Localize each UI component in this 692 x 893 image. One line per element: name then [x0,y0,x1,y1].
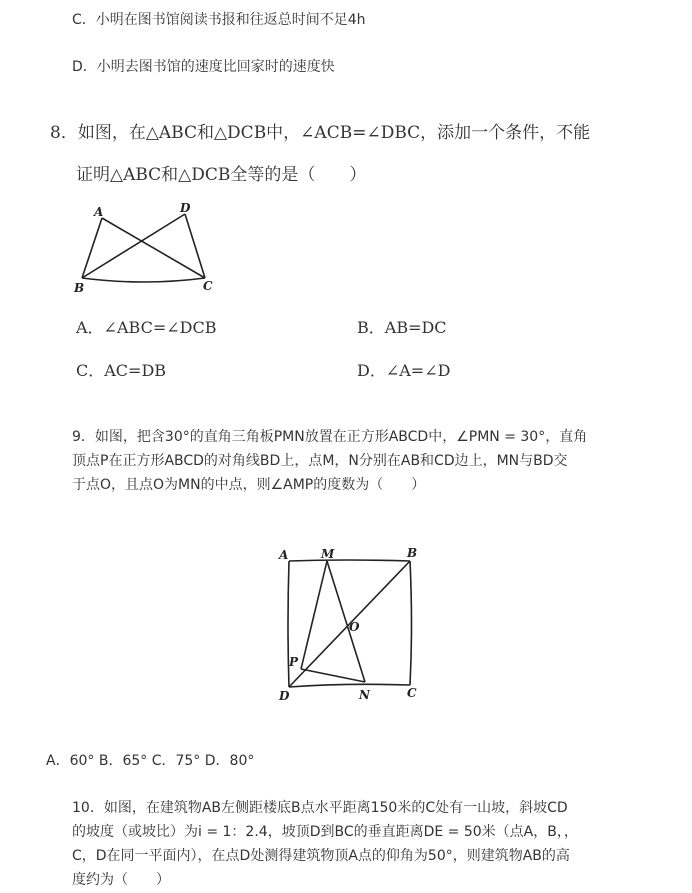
q9-figure [275,545,425,705]
q9-side-bc [410,561,412,685]
q7-option-d: D．小明去图书馆的速度比回家时的速度快 [72,59,335,75]
q8-label-c: C [203,279,213,293]
q9-segment-pn [301,669,365,682]
q7-option-c: C．小明在图书馆阅读书报和往返总时间不足4h [72,12,366,28]
q9-side-dc [289,684,410,687]
q8-option-d: D．∠A=∠D [357,361,451,380]
q10-stem-line3: C，D在同一平面内），在点D处测得建筑物顶A点的仰角为50°，则建筑物AB的高 [72,848,570,864]
q9-label-m: M [321,547,335,561]
q8-segment-db [82,214,185,278]
q8-option-b: B．AB=DC [357,318,447,337]
q8-stem-line2: 证明△ABC和△DCB全等的是（ ） [76,165,367,185]
q9-label-b: B [407,546,418,560]
q8-option-a: A．∠ABC=∠DCB [76,318,217,337]
q9-stem-line3: 于点O，且点O为MN的中点，则∠AMP的度数为（ ） [72,477,426,493]
q10-stem-line4: 度约为（ ） [72,872,170,888]
q8-figure [70,198,220,298]
q10-stem-line2: 的坡度（或坡比）为i = 1：2.4，坡顶D到BC的垂直距离DE = 50米（点A，B，， [72,824,578,840]
q8-option-c: C．AC=DB [76,361,167,380]
q8-stem-line1: 8．如图，在△ABC和△DCB中，∠ACB=∠DBC，添加一个条件，不能 [50,123,591,143]
q8-label-a: A [94,205,104,219]
q8-label-d: D [180,201,191,215]
q9-label-c: C [407,686,417,700]
q9-label-n: N [359,688,370,702]
q9-label-d: D [279,689,290,703]
q8-segment-bc [82,278,205,282]
q8-label-b: B [74,281,85,295]
q8-segment-ab [82,218,102,278]
q9-segment-mp [301,561,327,669]
q9-label-o: O [349,620,360,634]
q9-label-p: P [289,655,299,669]
q9-options: A．60° B．65° C．75° D．80° [46,753,255,769]
q9-side-ab [289,560,410,561]
q10-stem-line1: 10．如图，在建筑物AB左侧距楼底B点水平距离150米的C处有一山坡，斜坡CD [72,800,568,816]
q9-label-a: A [279,548,289,562]
q9-stem-line1: 9．如图，把含30°的直角三角板PMN放置在正方形ABCD中，∠PMN = 30°，直角 [72,429,588,445]
q9-stem-line2: 顶点P在正方形ABCD的对角线BD上，点M，N分别在AB和CD边上，MN与BD交 [72,453,568,469]
